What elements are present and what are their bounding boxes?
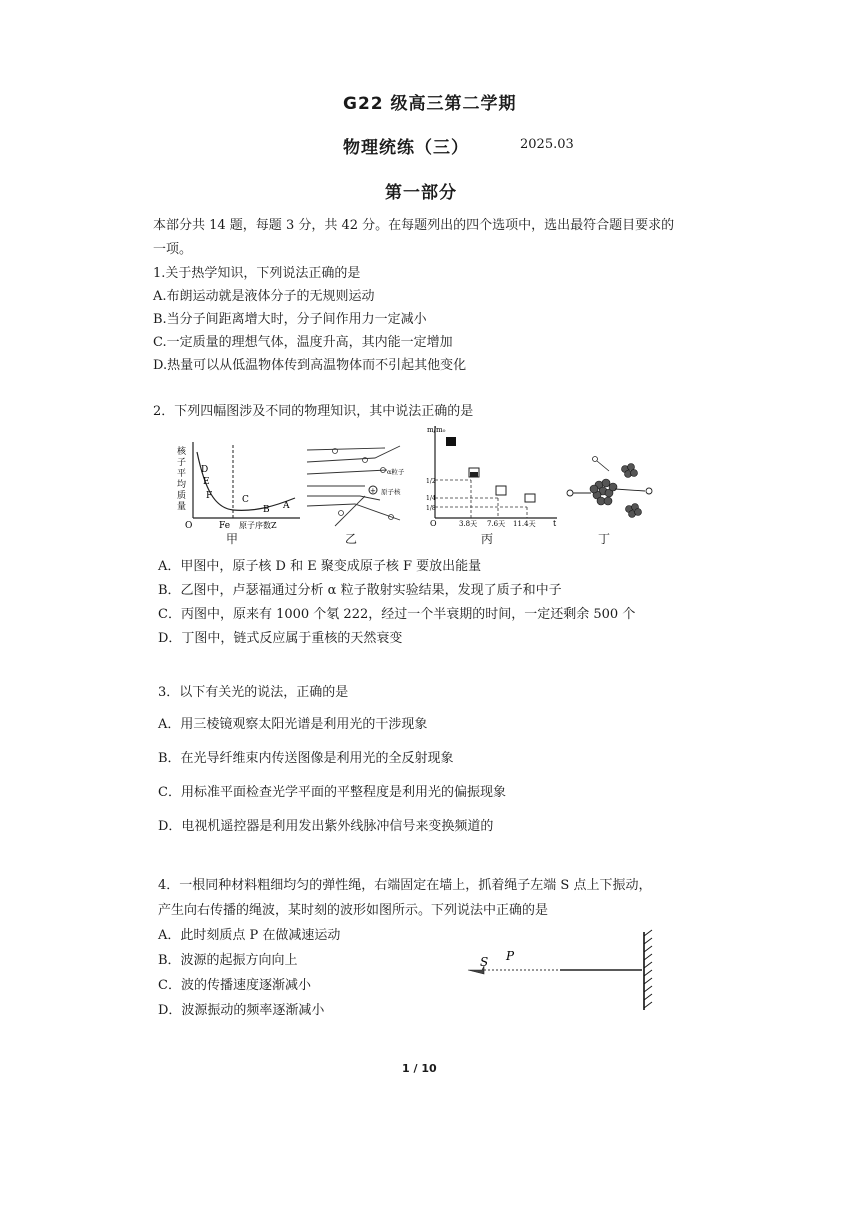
figure-yi-caption: 乙 [345, 532, 358, 546]
jia-point-c: C [242, 495, 249, 505]
figure-rope-wave [460, 928, 660, 1014]
q1-stem: 1.关于热学知识，下列说法正确的是 [153, 266, 361, 281]
jia-xlabel: 原子序数Z [239, 521, 277, 530]
bing-xlabel: t [553, 519, 557, 528]
bing-ylabel: m/m₀ [427, 426, 446, 434]
figure-ding-caption: 丁 [598, 532, 611, 546]
intro-line-2: 一项。 [153, 242, 193, 257]
jia-origin: O [185, 521, 193, 530]
figure-bing [425, 420, 565, 530]
figure-jia-caption: 甲 [226, 532, 239, 546]
jia-ylabel-6: 量 [177, 502, 187, 512]
figure-yi [305, 438, 420, 530]
intro-line-1: 本部分共 14 题，每题 3 分，共 42 分。在每题列出的四个选项中，选出最符合题目要求的 [153, 218, 675, 233]
q1-option-b: B.当分子间距离增大时，分子间作用力一定减小 [153, 312, 427, 327]
bing-tick-x-3: 11.4天 [513, 520, 536, 528]
bing-tick-y-2: 1/4 [426, 495, 436, 502]
jia-ylabel-4: 均 [177, 480, 187, 490]
q4-stem-line-2: 产生向右传播的绳波，某时刻的波形如图所示。下列说法中正确的是 [158, 903, 549, 918]
q2-option-b: B．乙图中，卢瑟福通过分析 α 粒子散射实验结果，发现了质子和中子 [158, 583, 562, 598]
q3-option-a: A．用三棱镜观察太阳光谱是利用光的干涉现象 [158, 717, 428, 732]
jia-point-d: D [201, 465, 209, 475]
bing-tick-y-3: 1/8 [426, 505, 436, 512]
q1-option-c: C.一定质量的理想气体，温度升高，其内能一定增加 [153, 335, 453, 350]
q1-option-a: A.布朗运动就是液体分子的无规则运动 [153, 289, 375, 304]
jia-ylabel-5: 质 [177, 491, 187, 501]
q2-option-c: C．丙图中，原来有 1000 个氡 222，经过一个半衰期的时间，一定还剩余 500 个 [158, 607, 636, 622]
bing-tick-y-1: 1/2 [426, 478, 436, 485]
yi-alpha-label: α粒子 [387, 468, 405, 476]
q4-option-a: A．此时刻质点 P 在做减速运动 [158, 928, 341, 943]
jia-point-e: E [203, 477, 210, 487]
section-heading: 第一部分 [385, 183, 457, 203]
page-number: 1 / 10 [402, 1062, 437, 1075]
jia-point-b: B [263, 505, 270, 515]
q2-stem: 2．下列四幅图涉及不同的物理知识，其中说法正确的是 [153, 404, 474, 419]
q3-option-c: C．用标准平面检查光学平面的平整程度是利用光的偏振现象 [158, 785, 506, 800]
jia-point-f: F [206, 491, 213, 501]
q4-option-b: B．波源的起振方向向上 [158, 953, 298, 968]
q4-stem-line-1: 4．一根同种材料粗细均匀的弹性绳，右端固定在墙上，抓着绳子左端 S 点上下振动， [158, 878, 652, 893]
bing-origin: O [430, 519, 437, 528]
q1-option-d: D.热量可以从低温物体传到高温物体而不引起其他变化 [153, 358, 467, 373]
jia-ylabel-3: 平 [177, 469, 187, 479]
yi-plus-sign: + [370, 487, 376, 495]
jia-ylabel-1: 核 [177, 447, 187, 457]
page-subtitle: 物理统练（三） [343, 138, 469, 158]
q4-option-d: D．波源振动的频率逐渐减小 [158, 1003, 325, 1018]
yi-nucleus-label: 原子核 [381, 488, 401, 496]
figure-ding [563, 455, 663, 525]
q2-option-d: D．丁图中，链式反应属于重核的天然衰变 [158, 631, 403, 646]
rope-s-label: S [480, 955, 489, 969]
jia-ylabel-2: 子 [177, 458, 187, 468]
bing-tick-x-1: 3.8天 [459, 520, 478, 528]
bing-tick-x-2: 7.6天 [487, 520, 506, 528]
figure-jia [175, 440, 305, 530]
q3-option-b: B．在光导纤维束内传送图像是利用光的全反射现象 [158, 751, 454, 766]
q2-option-a: A．甲图中，原子核 D 和 E 聚变成原子核 F 要放出能量 [158, 559, 482, 574]
jia-fe: Fe [219, 521, 231, 530]
rope-p-label: P [506, 949, 515, 963]
q4-option-c: C．波的传播速度逐渐减小 [158, 978, 311, 993]
exam-date: 2025.03 [520, 137, 574, 152]
figure-bing-caption: 丙 [481, 532, 494, 546]
jia-point-a: A [283, 501, 290, 511]
page-title: G22 级高三第二学期 [343, 94, 517, 114]
q3-stem: 3．以下有关光的说法，正确的是 [158, 685, 349, 700]
q3-option-d: D．电视机遥控器是利用发出紫外线脉冲信号来变换频道的 [158, 819, 494, 834]
